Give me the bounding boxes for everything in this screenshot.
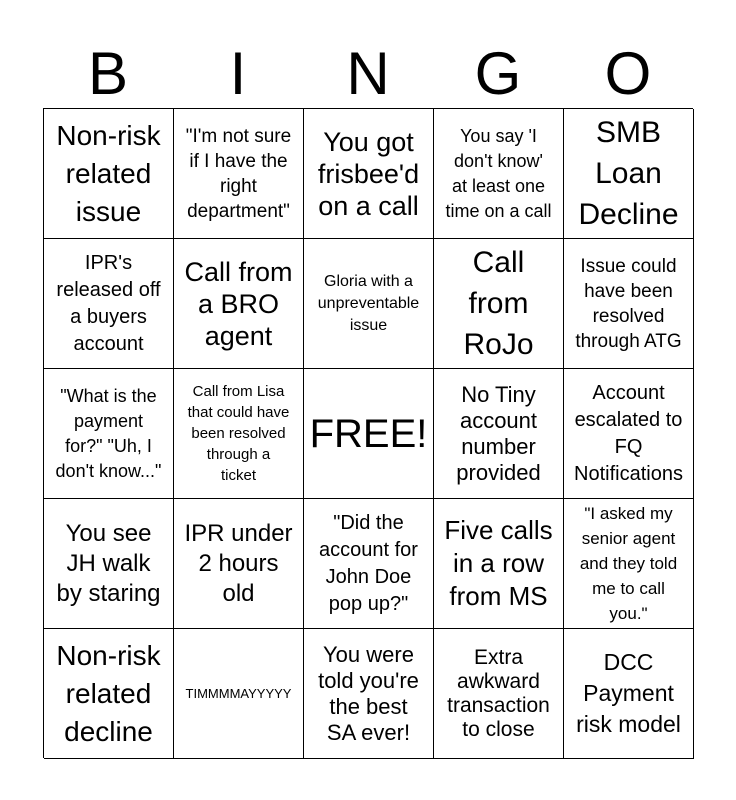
cell-text: SMB Loan Decline <box>578 116 679 231</box>
cell-text: "Did the account for John Doe pop up?" <box>319 511 418 615</box>
cell-text: Call from a BRO agent <box>184 256 293 351</box>
header-letter-n: N <box>346 40 390 107</box>
bingo-header <box>43 40 693 108</box>
bingo-cell[interactable] <box>564 239 694 369</box>
bingo-cell[interactable] <box>564 369 694 499</box>
cell-text: IPR under 2 hours old <box>184 519 293 607</box>
bingo-cell[interactable] <box>434 629 564 759</box>
bingo-cell[interactable] <box>564 499 694 629</box>
header-letter-i: I <box>229 40 247 107</box>
cell-text: DCC Payment risk model <box>576 649 681 737</box>
cell-text: Extra awkward transaction to close <box>447 645 550 741</box>
bingo-cell[interactable] <box>434 369 564 499</box>
bingo-cell[interactable] <box>174 109 304 239</box>
header-letter-b: B <box>87 40 129 107</box>
cell-text: No Tiny account number provided <box>456 381 541 485</box>
cell-text: "What is the payment for?" "Uh, I don't know..." <box>55 385 162 481</box>
bingo-cell[interactable] <box>434 499 564 629</box>
cell-text: Call from RoJo <box>463 246 534 361</box>
cell-text: You say 'I don't know' at least one time on a call <box>445 125 552 221</box>
cell-text: Account escalated to FQ Notifications <box>574 381 683 485</box>
cell-text: Gloria with a unpreventable issue <box>317 272 420 334</box>
bingo-cell[interactable] <box>434 239 564 369</box>
bingo-cell[interactable] <box>434 109 564 239</box>
cell-text: Non-risk related decline <box>56 639 161 747</box>
bingo-cell[interactable] <box>174 629 304 759</box>
cell-text: You see JH walk by staring <box>56 519 161 607</box>
bingo-cell[interactable] <box>44 499 174 629</box>
bingo-cell[interactable] <box>174 499 304 629</box>
bingo-cell[interactable] <box>44 369 174 499</box>
cell-text: "I asked my senior agent and they told me to call you." <box>579 504 678 623</box>
bingo-cell[interactable] <box>564 109 694 239</box>
cell-text: Non-risk related issue <box>56 119 161 227</box>
cell-text: IPR's released off a buyers account <box>56 251 161 355</box>
bingo-card <box>43 108 693 758</box>
cell-text: Call from Lisa that could have been resolved through a ticket <box>187 383 290 484</box>
bingo-cell[interactable] <box>44 109 174 239</box>
cell-text: TIMMMMAYYYYY <box>185 685 292 701</box>
free-space[interactable] <box>304 369 434 499</box>
bingo-cell[interactable] <box>44 629 174 759</box>
bingo-cell[interactable] <box>304 499 434 629</box>
bingo-cell[interactable] <box>304 109 434 239</box>
bingo-cell[interactable] <box>304 239 434 369</box>
cell-text: You were told you're the best SA ever! <box>318 641 419 745</box>
cell-text: You got frisbee'd on a call <box>317 126 420 221</box>
header-letter-g: G <box>474 40 522 107</box>
header-letter-o: O <box>604 40 652 107</box>
bingo-cell[interactable] <box>174 369 304 499</box>
bingo-cell[interactable] <box>304 629 434 759</box>
bingo-cell[interactable] <box>174 239 304 369</box>
cell-text: Issue could have been resolved through ATG <box>575 255 682 352</box>
cell-text: "I'm not sure if I have the right department" <box>185 125 292 222</box>
free-text: FREE! <box>309 411 428 456</box>
cell-text: Five calls in a row from MS <box>444 515 553 611</box>
bingo-cell[interactable] <box>44 239 174 369</box>
bingo-cell[interactable] <box>564 629 694 759</box>
